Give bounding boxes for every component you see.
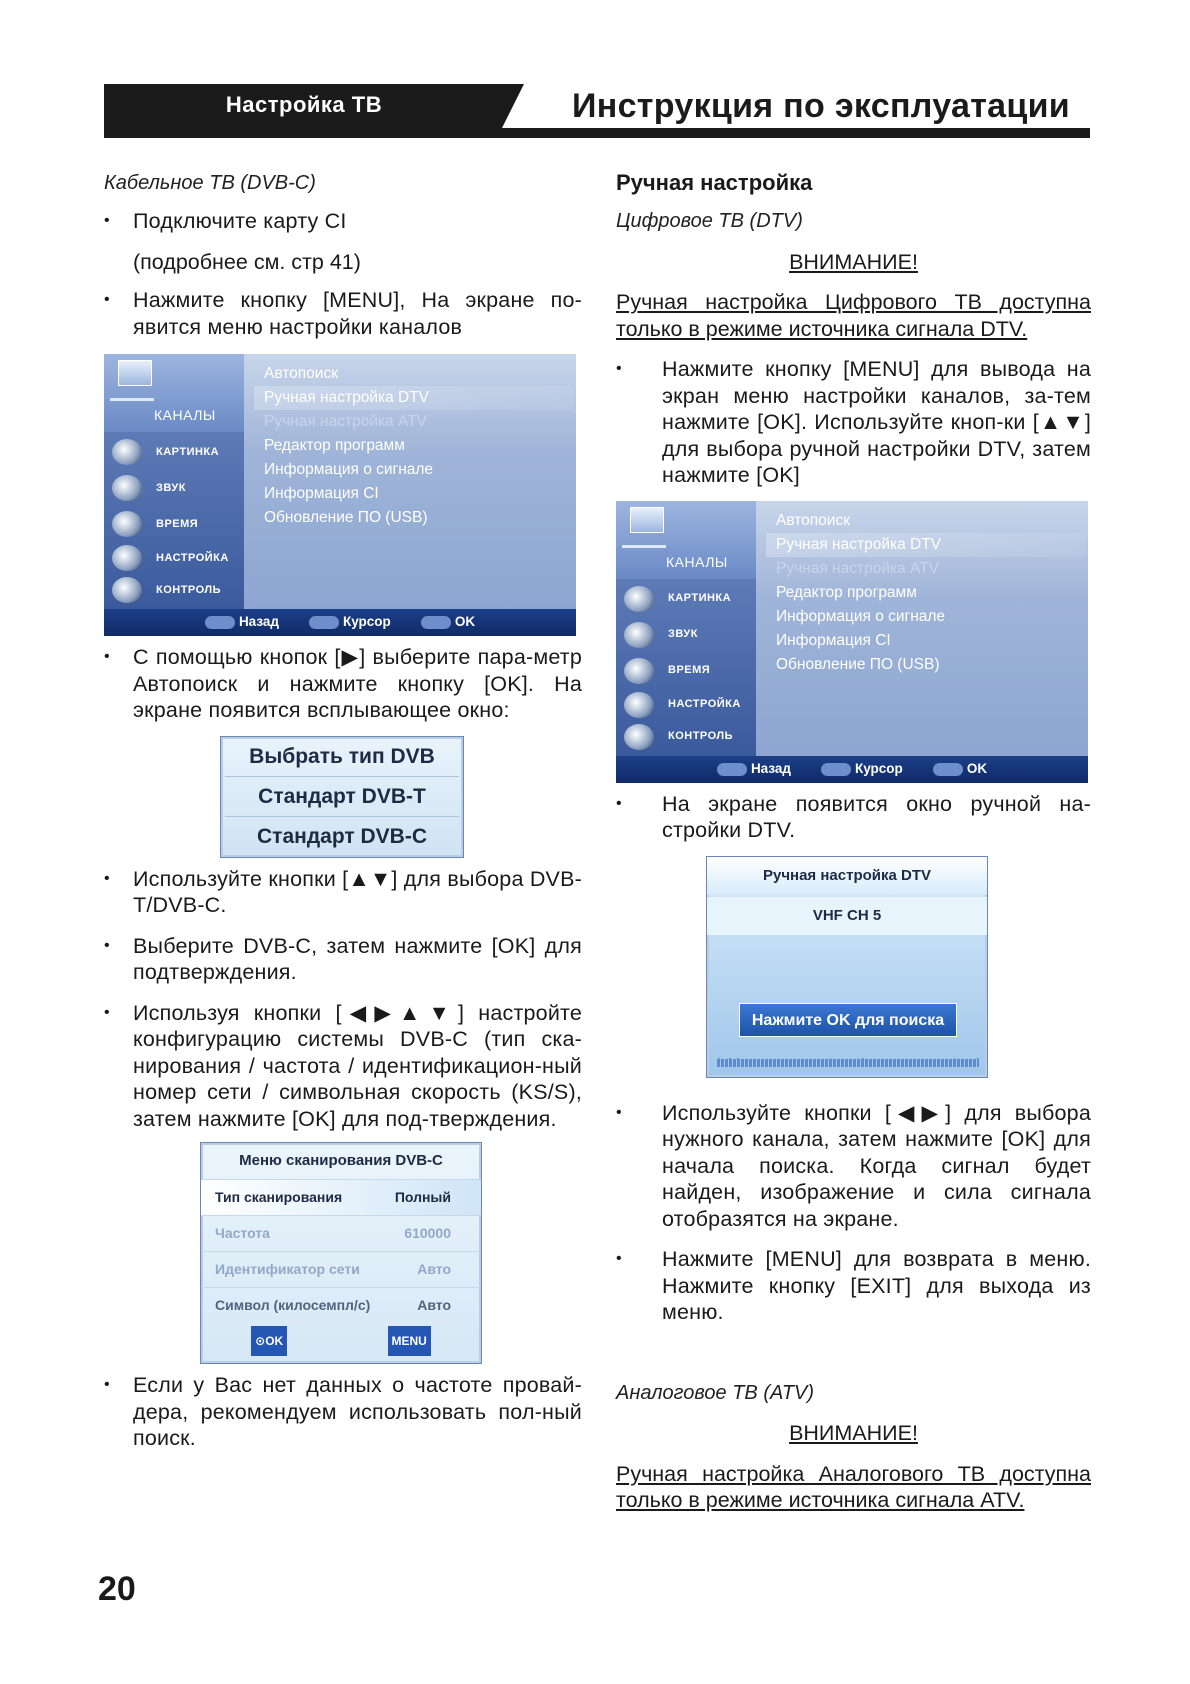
- menu-side-item: [624, 721, 756, 753]
- clock-icon: [624, 658, 654, 684]
- ci-note: (подробнее см. стр 41): [133, 249, 361, 274]
- hint-back-label: Назад: [750, 760, 791, 776]
- list-item: • Используйте кнопки [◀▶] для выбора нужного канала, затем нажмите [OK] для начала поиска. Когда сигнал будет найден, изображение и сила сигнала отобразятся на экране.: [616, 1100, 1091, 1231]
- menu-side-label: КАРТИНКА: [156, 445, 220, 458]
- list-item-text: Нажмите кнопку [MENU], На экране по-явится меню настройки каналов: [133, 288, 582, 339]
- hint-ok-label: OK: [454, 614, 476, 630]
- dtv-channel: VHF CH 5: [707, 897, 987, 935]
- lock-icon: [624, 724, 654, 750]
- channels-icon: [630, 507, 664, 533]
- menu-side-item: [112, 508, 244, 540]
- lock-icon: [112, 577, 142, 603]
- list-item: • На экране появится окно ручной на-стройки DTV.: [616, 791, 1091, 842]
- menu-item: Редактор программ: [264, 437, 405, 454]
- scan-row-value: Авто: [417, 1261, 451, 1278]
- channels-underline: [622, 545, 666, 548]
- tv-menu-screenshot: [616, 501, 1088, 783]
- dtv-popup-title: Ручная настройка DTV: [707, 857, 987, 895]
- menu-side-item: [112, 542, 244, 574]
- menu-item: Информация CI: [264, 485, 379, 502]
- menu-tag: MENU: [388, 1326, 431, 1357]
- channels-underline: [110, 398, 154, 401]
- menu-side-label: ВРЕМЯ: [668, 664, 711, 677]
- scan-row: [201, 1179, 481, 1215]
- menu-item: Редактор программ: [776, 583, 917, 601]
- list-item: • Выберите DVB-C, затем нажмите [OK] для подтверждения.: [104, 933, 582, 984]
- clock-icon: [112, 511, 142, 537]
- menu-list: [254, 362, 574, 530]
- menu-hint-bar: [104, 609, 576, 636]
- menu-side-label: КОНТРОЛЬ: [668, 730, 734, 743]
- tv-menu-screenshot: [104, 354, 576, 636]
- signal-bar: [717, 1059, 979, 1067]
- picture-icon: [624, 586, 654, 612]
- popup-option: Стандарт DVB-C: [257, 824, 427, 848]
- list-item-text: На экране появится окно ручной на-стройки DTV.: [662, 791, 1091, 842]
- hint-back-label: Назад: [238, 614, 279, 630]
- scan-row-label: Символ (килосемпл/с): [215, 1297, 371, 1314]
- menu-channels-label: КАНАЛЫ: [666, 553, 728, 570]
- picture-icon: [112, 439, 142, 465]
- dvbc-scan-popup: [200, 1142, 482, 1364]
- menu-side-label: ВРЕМЯ: [156, 517, 199, 530]
- cursor-key-icon: [309, 616, 339, 629]
- ok-key-icon: [421, 616, 451, 629]
- menu-side-item: [624, 583, 756, 615]
- scan-row-label: Тип сканирования: [215, 1189, 343, 1206]
- menu-list: [766, 509, 1086, 677]
- menu-side-label: НАСТРОЙКА: [156, 551, 229, 564]
- list-item-text: Используйте кнопки [▲▼] для выбора DVB- T/DVB-C.: [133, 866, 582, 917]
- menu-item: Обновление ПО (USB): [264, 509, 428, 526]
- atv-note: Ручная настройка Аналогового ТВ доступна только в режиме источника сигнала ATV.: [616, 1461, 1091, 1512]
- list-item-text: Нажмите [MENU] для возврата в меню. Нажмите кнопку [EXIT] для выхода из меню.: [662, 1247, 1091, 1324]
- attention-label: ВНИМАНИЕ!: [789, 1421, 918, 1445]
- menu-side-item: [112, 436, 244, 468]
- menu-side-label: КАРТИНКА: [668, 592, 732, 605]
- scan-row: [201, 1215, 481, 1251]
- hint-cursor: [309, 609, 391, 636]
- menu-item: Автопоиск: [776, 511, 850, 529]
- sound-icon: [624, 622, 654, 648]
- menu-side-label: ЗВУК: [156, 481, 186, 494]
- menu-key-icon: [205, 616, 235, 629]
- left-column: [104, 170, 582, 1452]
- list-item: • Если у Вас нет данных о частоте провай-дера, рекомендуем использовать пол-ный поиск.: [104, 1373, 582, 1450]
- page-header: [104, 84, 1090, 138]
- channels-icon: [118, 360, 152, 386]
- list-item-text: Выберите DVB-C, затем нажмите [OK] для подтверждения.: [133, 933, 582, 984]
- scan-row-label: Идентификатор сети: [215, 1261, 360, 1278]
- search-ok-button: Нажмите OK для поиска: [739, 1003, 957, 1037]
- settings-icon: [112, 545, 142, 571]
- ok-key-icon: [933, 763, 963, 776]
- hint-ok: [933, 756, 987, 783]
- hint-cursor: [821, 756, 903, 783]
- menu-item: Информация о сигнале: [264, 461, 434, 478]
- hint-ok-label: OK: [966, 760, 988, 776]
- scan-row: [201, 1251, 481, 1287]
- analog-tv-subtitle: Аналоговое ТВ (ATV): [616, 1381, 815, 1404]
- scan-row-value: 610000: [404, 1225, 451, 1242]
- hint-cursor-label: Курсор: [342, 614, 391, 630]
- menu-key-icon: [717, 763, 747, 776]
- hint-back: [717, 756, 791, 783]
- menu-item: Ручная настройка ATV: [776, 559, 940, 577]
- menu-hint-bar: [616, 756, 1088, 783]
- menu-side-item: [112, 574, 244, 606]
- menu-item: Информация о сигнале: [776, 607, 946, 625]
- list-item: • С помощью кнопок [▶] выберите пара-метр Автопоиск и нажмите кнопку [OK]. На экране появится всплывающее окно:: [104, 645, 582, 722]
- page-number: 20: [98, 1570, 136, 1608]
- list-item-text: Подключите карту CI: [133, 209, 347, 233]
- sound-icon: [112, 475, 142, 501]
- scan-title: Меню сканирования DVB-C: [239, 1152, 443, 1169]
- scan-row: [201, 1287, 481, 1323]
- menu-side-label: КОНТРОЛЬ: [156, 583, 222, 596]
- ok-tag: ⊙OK: [251, 1326, 287, 1357]
- list-item-text: Нажмите кнопку [MENU] для вывода на экран меню настройки каналов, за-тем нажмите [OK]. Используйте кноп-ки [▲▼] для выбора ручной настройки DTV, затем нажмите [OK]: [662, 357, 1091, 487]
- list-item-text: С помощью кнопок [▶] выберите пара-метр Автопоиск и нажмите кнопку [OK]. На экране появится всплывающее окно:: [133, 645, 582, 722]
- manual-tuning-heading: Ручная настройка: [616, 170, 813, 195]
- menu-item: Ручная настройка DTV: [766, 533, 1086, 557]
- list-item: • Используя кнопки [◀▶▲▼] настройте конфигурацию системы DVB-C (тип ска-нирования / частота / идентификацион-ный номер сети / символьная скорость (KS/S), затем нажмите [OK] для под-тверждения.: [104, 1000, 582, 1131]
- digital-tv-subtitle: Цифровое ТВ (DTV): [616, 210, 803, 232]
- menu-item: Автопоиск: [264, 365, 338, 382]
- menu-side-item: [112, 472, 244, 504]
- scan-footer: [201, 1323, 481, 1359]
- list-item: • Используйте кнопки [▲▼] для выбора DVB- T/DVB-C.: [104, 866, 582, 917]
- menu-side-label: ЗВУК: [668, 628, 698, 641]
- menu-item: Ручная настройка DTV: [254, 386, 574, 410]
- attention-label: ВНИМАНИЕ!: [789, 249, 918, 274]
- scan-row-value: Полный: [394, 1189, 451, 1206]
- list-item: • Подключите карту CI: [104, 209, 347, 233]
- document-title: Инструкция по эксплуатации: [572, 87, 1070, 125]
- menu-channels-label: КАНАЛЫ: [154, 407, 216, 423]
- menu-item: Обновление ПО (USB): [776, 655, 940, 673]
- hint-ok: [421, 609, 475, 636]
- menu-item: Информация CI: [776, 631, 891, 649]
- section-title: Настройка ТВ: [225, 92, 383, 117]
- popup-option: Стандарт DVB-T: [225, 777, 459, 817]
- scan-row-label: Частота: [215, 1225, 270, 1242]
- popup-title: Выбрать тип DVB: [225, 737, 459, 777]
- dtv-note: Ручная настройка Цифрового ТВ доступна только в режиме источника сигнала DTV.: [616, 290, 1091, 341]
- list-item-text: Используйте кнопки [◀▶] для выбора нужного канала, затем нажмите [OK] для начала поиска. Когда сигнал будет найден, изображение и сила сигнала отобразятся на экране.: [662, 1100, 1091, 1231]
- cable-tv-subtitle: Кабельное ТВ (DVB-C): [104, 172, 316, 194]
- hint-cursor-label: Курсор: [854, 760, 903, 776]
- menu-item: Ручная настройка ATV: [264, 413, 428, 430]
- menu-side-label: НАСТРОЙКА: [668, 698, 741, 711]
- manual-dtv-popup: [706, 856, 988, 1078]
- list-item: • Нажмите кнопку [MENU] для вывода на экран меню настройки каналов, за-тем нажмите [OK]. Используйте кноп-ки [▲▼] для выбора ручной настройки DTV, затем нажмите [OK]: [616, 357, 1091, 487]
- list-item: • Нажмите кнопку [MENU], На экране по-явится меню настройки каналов: [104, 288, 582, 339]
- menu-side-item: [624, 655, 756, 687]
- settings-icon: [624, 692, 654, 718]
- scan-row-value: Авто: [417, 1297, 451, 1314]
- list-item-text: Если у Вас нет данных о частоте провай-дера, рекомендуем использовать пол-ный поиск.: [133, 1373, 582, 1450]
- hint-back: [205, 609, 279, 636]
- list-item-text: Используя кнопки [◀▶▲▼] настройте конфигурацию системы DVB-C (тип ска-нирования / частота / идентификацион-ный номер сети / символьная скорость (KS/S), затем нажмите [OK] для под-тверждения.: [133, 1000, 582, 1131]
- list-item: • Нажмите [MENU] для возврата в меню. Нажмите кнопку [EXIT] для выхода из меню.: [616, 1247, 1091, 1324]
- right-column: [616, 170, 1091, 1514]
- menu-side-item: [624, 619, 756, 651]
- cursor-key-icon: [821, 763, 851, 776]
- dvb-type-popup: [220, 736, 464, 858]
- menu-side-item: [624, 689, 756, 721]
